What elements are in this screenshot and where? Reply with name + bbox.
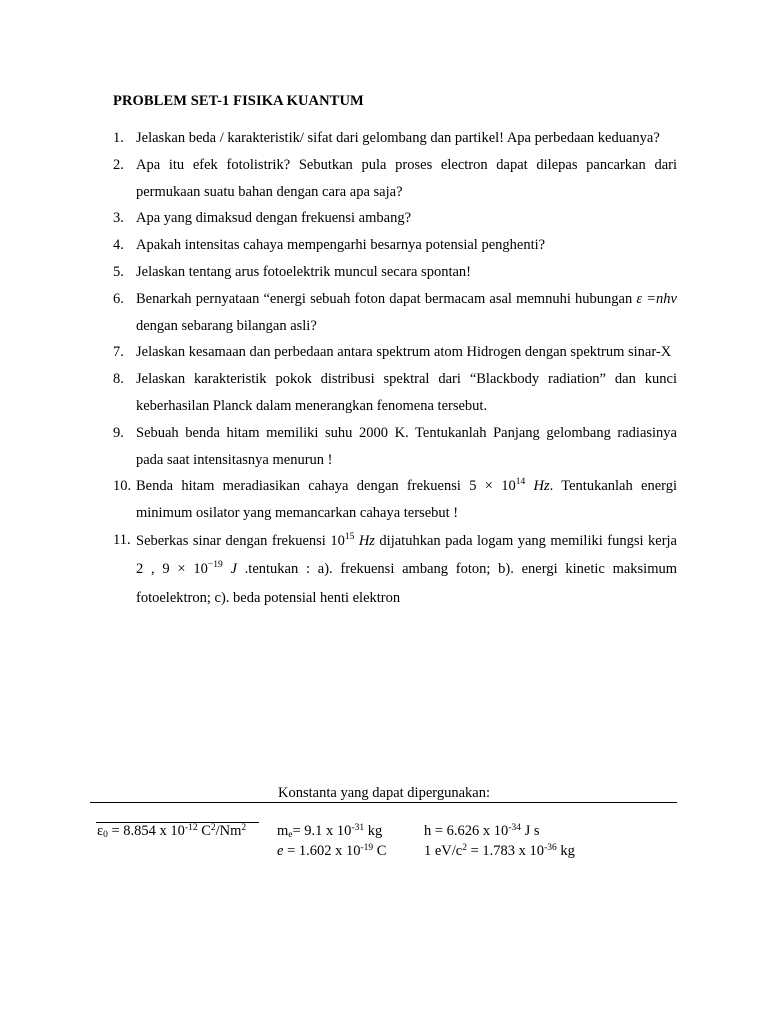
item-text-part: . Tentukanlah energi minimum osilator yang memancarkan cahaya tersebut !: [136, 478, 677, 522]
constant-electron-mass: [277, 823, 382, 840]
math-base: 2 , 9 × 10: [136, 561, 208, 578]
page-title: PROBLEM SET-1 FISIKA KUANTUM: [113, 93, 364, 109]
list-item: [113, 259, 677, 286]
item-number: 11.: [113, 531, 131, 548]
exponent: 2: [241, 823, 247, 833]
constant-electron-charge: [277, 843, 386, 860]
frequency-expression: [330, 533, 375, 549]
item-number: 9.: [113, 424, 124, 441]
exponent: -19: [360, 843, 374, 853]
item-text: Jelaskan beda / karakteristik/ sifat dari gelombang dan partikel! Apa perbedaan keduanya?: [136, 130, 660, 146]
item-number: 5.: [113, 263, 124, 280]
math-unit: Hz: [354, 532, 375, 549]
list-item: [113, 205, 677, 232]
math-base: 5 × 10: [469, 478, 516, 495]
value: = 8.854 x 10: [107, 823, 185, 839]
subscript: 0: [103, 830, 108, 840]
item-text: Apakah intensitas cahaya mempengarhi besarnya potensial penghenti?: [136, 237, 546, 254]
item-text-part: dengan sebarang bilangan asli?: [136, 317, 317, 334]
exponent: -12: [184, 823, 198, 833]
value: = 1.783 x 10: [467, 843, 545, 859]
list-item: [113, 286, 677, 340]
item-text: Apa yang dimaksud dengan frekuensi ambang?: [136, 210, 412, 227]
subscript: e: [288, 830, 293, 840]
item-text: Sebuah benda hitam memiliki suhu 2000 K. Tentukanlah Panjang gelombang radiasinya pada saat intensitasnya menurun !: [136, 424, 677, 468]
item-number: 6.: [113, 290, 124, 307]
constant-planck: [424, 823, 540, 840]
problem-list: [113, 125, 677, 612]
value: = 1.602 x 10: [283, 843, 361, 859]
value: = 9.1 x 10: [292, 823, 352, 839]
unit: /Nm: [215, 823, 242, 839]
constants-heading: Konstanta yang dapat dipergunakan:: [278, 785, 490, 801]
exponent: -31: [351, 823, 365, 833]
item-number: 4.: [113, 237, 124, 254]
math-base: 10: [330, 532, 345, 549]
list-item: [113, 420, 677, 474]
unit: C: [197, 823, 211, 839]
item-number: 2.: [113, 156, 124, 173]
item-number: 3.: [113, 210, 124, 227]
list-item: [113, 125, 677, 152]
item-text: Apa itu efek fotolistrik? Sebutkan pula proses electron dapat dilepas pancarkan dari permukaan suatu bahan dengan cara apa saja?: [136, 156, 677, 200]
math-exponent: 14: [515, 477, 526, 488]
symbol: e: [277, 843, 284, 859]
item-text: [136, 286, 677, 340]
divider: [90, 802, 677, 803]
exponent: -36: [544, 843, 557, 853]
item-text: Jelaskan karakteristik pokok distribusi spektral dari “Blackbody radiation” dan kunci keberhasilan Planck dalam menerangkan fenomena tersebut.: [136, 371, 677, 414]
math-unit: Hz: [525, 478, 550, 495]
item-number: 1.: [113, 130, 124, 146]
photon-energy-equation: ε =nhv: [636, 290, 677, 307]
unit: C: [373, 843, 387, 859]
symbol: ε: [97, 823, 104, 839]
list-item: [113, 232, 677, 259]
item-text: [136, 527, 677, 613]
item-text-part: Benda hitam meradiasikan cahaya dengan frekuensi: [136, 478, 470, 495]
item-text: Jelaskan tentang arus fotoelektrik muncul secara spontan!: [136, 263, 471, 280]
list-item: [113, 527, 677, 613]
symbol: m: [277, 823, 289, 839]
item-text-part: Seberkas sinar dengan frekuensi: [136, 532, 331, 549]
item-number: 10.: [113, 478, 132, 495]
item-text: Jelaskan kesamaan dan perbedaan antara spektrum atom Hidrogen dengan spektrum sinar-X: [136, 344, 672, 361]
item-text-part: dijatuhkan pada logam yang memiliki fungsi kerja: [374, 532, 677, 549]
list-item: [113, 473, 677, 527]
item-number: 8.: [113, 371, 124, 388]
value: h = 6.626 x 10: [424, 823, 509, 839]
item-text-part: .tentukan : a). frekuensi ambang foton; b). energi kinetic maksimum fotoelektron; c). beda potensial henti elektron: [136, 561, 678, 606]
item-number: 7.: [113, 344, 124, 361]
list-item: [113, 366, 677, 420]
constant-epsilon0: [97, 823, 246, 840]
constant-ev-mass: [424, 843, 575, 860]
unit: kg: [556, 843, 575, 859]
math-exponent: 15: [344, 531, 355, 542]
list-item: [113, 339, 677, 366]
frequency-expression: [469, 478, 549, 494]
list-item: [113, 152, 677, 206]
math-exponent: −19: [207, 560, 223, 571]
item-text-part: Benarkah pernyataan “energi sebuah foton dapat bermacam asal memnuhi hubungan: [136, 290, 637, 307]
math-unit: J: [222, 561, 237, 578]
exponent: -34: [508, 823, 521, 833]
unit: kg: [364, 823, 383, 839]
exponent: 2: [210, 823, 216, 833]
value: 1 eV/c: [424, 843, 463, 859]
exponent: 2: [462, 843, 467, 853]
item-text: [136, 473, 677, 527]
unit: J s: [520, 823, 540, 839]
work-function-expression: [136, 561, 237, 577]
